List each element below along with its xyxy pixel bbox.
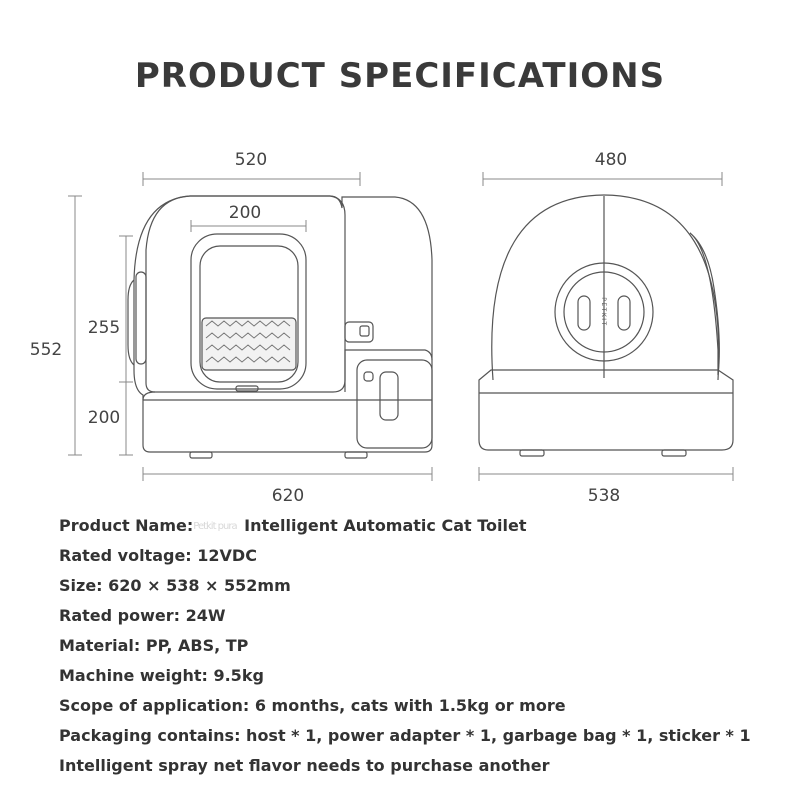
spec-product-name-label: Product Name: xyxy=(59,516,194,535)
dim-side-base-width: 538 xyxy=(587,486,621,506)
spec-rated-power: Rated power: 24W xyxy=(59,606,226,625)
brand-logo: PETKIT xyxy=(600,297,607,327)
spec-packaging: Packaging contains: host * 1, power adapter * 1, garbage bag * 1, sticker * 1 xyxy=(59,726,751,745)
page-title: PRODUCT SPECIFICATIONS xyxy=(134,56,666,96)
dim-front-base-width: 620 xyxy=(271,486,305,506)
spec-product-name xyxy=(59,513,751,543)
front-view xyxy=(128,196,432,458)
dim-lower-height: 200 xyxy=(87,408,121,428)
dimension-lines xyxy=(68,172,733,481)
dim-upper-height: 255 xyxy=(87,318,121,338)
spec-rated-voltage: Rated voltage: 12VDC xyxy=(59,546,257,565)
dim-door-width: 200 xyxy=(228,203,262,223)
dim-total-height: 552 xyxy=(29,340,63,360)
spec-material: Material: PP, ABS, TP xyxy=(59,636,249,655)
dim-side-width: 480 xyxy=(594,150,628,170)
spec-spray-net: Intelligent spray net flavor needs to purchase another xyxy=(59,756,550,775)
spec-machine-weight: Machine weight: 9.5kg xyxy=(59,666,264,685)
spec-size: Size: 620 × 538 × 552mm xyxy=(59,576,291,595)
spec-list xyxy=(59,513,751,783)
dim-front-width: 520 xyxy=(234,150,268,170)
spec-scope: Scope of application: 6 months, cats with 1.5kg or more xyxy=(59,696,566,715)
spec-product-name-obscured: Petkit pura xyxy=(193,520,237,532)
spec-product-name-value: Intelligent Automatic Cat Toilet xyxy=(238,516,527,535)
